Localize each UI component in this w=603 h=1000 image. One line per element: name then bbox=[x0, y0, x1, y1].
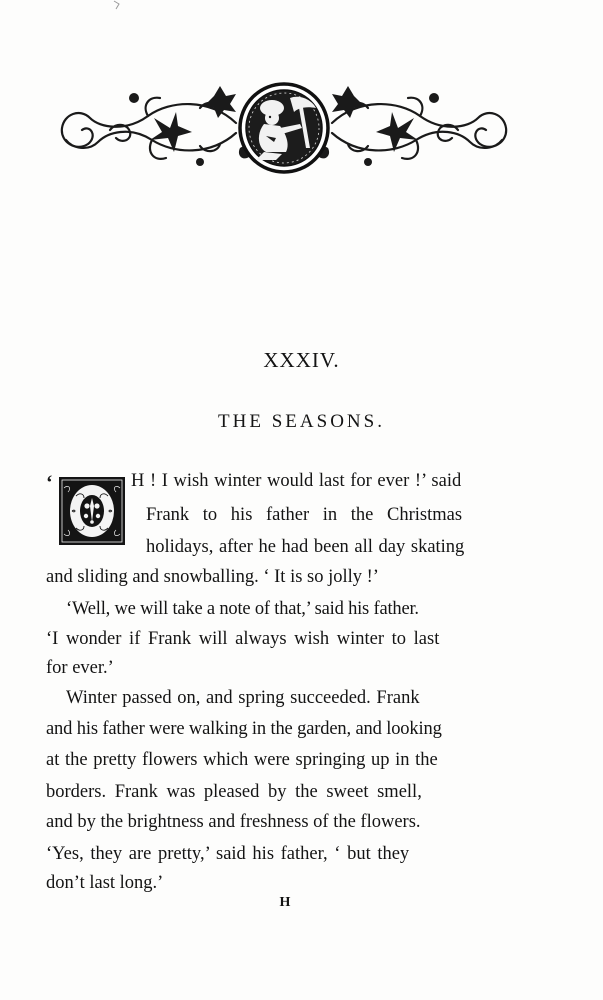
chapter-number: XXXIV. bbox=[263, 348, 340, 372]
text-line: don’t last long.’ bbox=[46, 873, 164, 893]
text-line: for ever.’ bbox=[46, 658, 114, 678]
text-line: H ! I wish winter would last for ever !’ said bbox=[131, 471, 462, 491]
ornamental-headpiece bbox=[50, 78, 518, 176]
chapter-title: THE SEASONS. bbox=[218, 411, 385, 432]
text-line: holidays, after he had been all day skating bbox=[146, 537, 465, 557]
text-line: Winter passed on, and spring succeeded. Frank bbox=[66, 688, 420, 708]
text-line: ‘Yes, they are pretty,’ said his father, ‘ but they bbox=[46, 844, 410, 864]
text-line: at the pretty flowers which were springing up in the bbox=[46, 750, 438, 770]
text-line: and his father were walking in the garden, and looking bbox=[46, 719, 442, 739]
text-line: ‘I wonder if Frank will always wish winter to last bbox=[46, 629, 440, 649]
text-line: and sliding and snowballing. ‘ It is so jolly !’ bbox=[46, 567, 379, 587]
text-line: ‘Well, we will take a note of that,’ said his father. bbox=[66, 599, 419, 619]
ornamental-initial-o bbox=[58, 476, 126, 546]
signature-mark: H bbox=[279, 895, 291, 910]
text-line: Frank to his father in the Christmas bbox=[146, 505, 463, 525]
opening-quote-mark: ‘ bbox=[46, 472, 53, 494]
print-speck bbox=[113, 0, 121, 10]
text-line: and by the brightness and freshness of the flowers. bbox=[46, 812, 421, 832]
text-line: borders. Frank was pleased by the sweet smell, bbox=[46, 782, 422, 802]
